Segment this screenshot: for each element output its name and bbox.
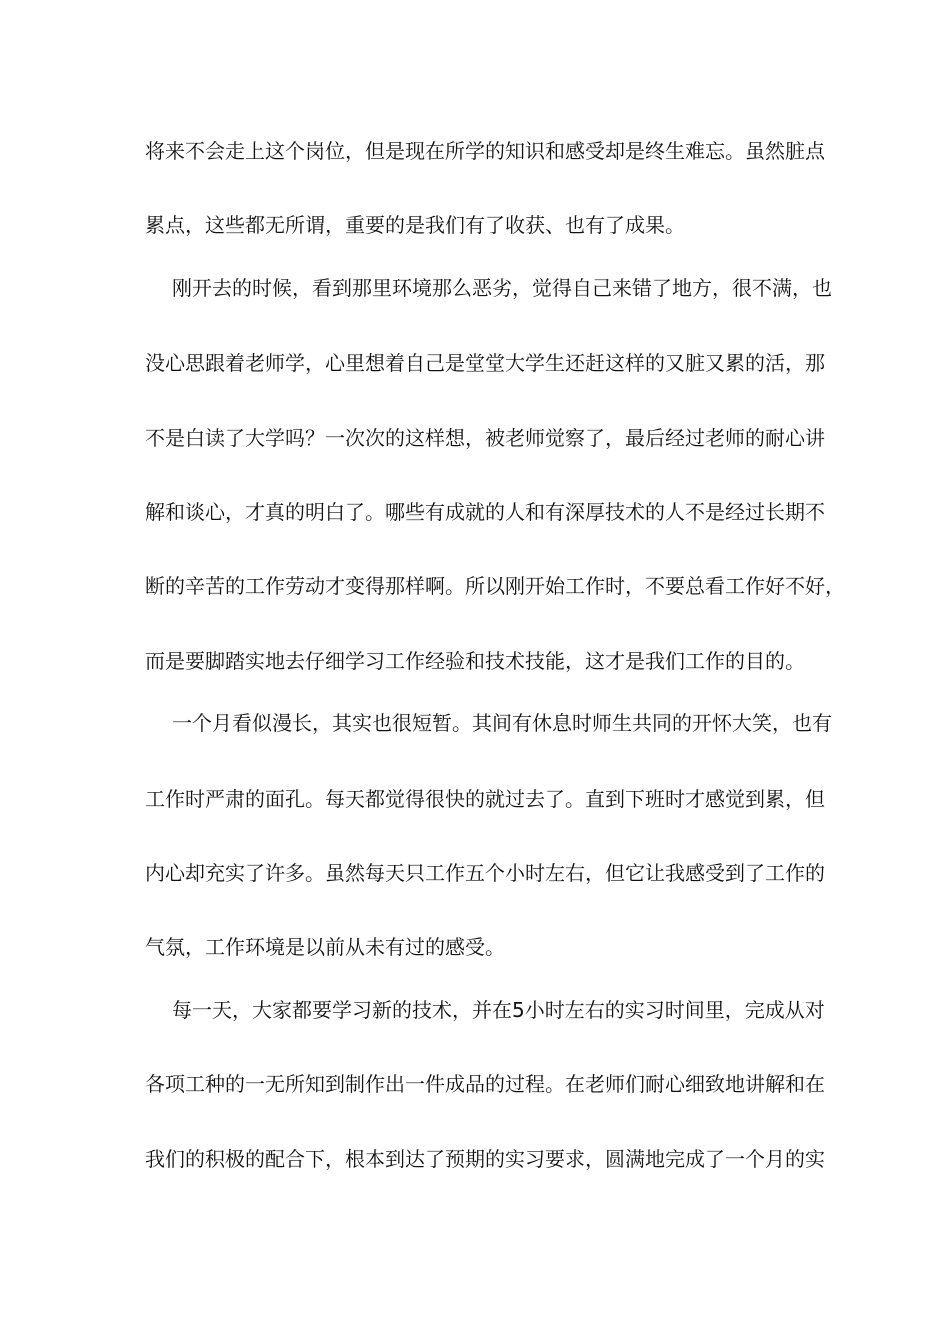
text-line: 我们的积极的配合下，根本到达了预期的实习要求，圆满地完成了一个月的实 [145, 1147, 825, 1171]
text-line: 没心思跟着老师学，心里想着自己是堂堂大学生还赶这样的又脏又累的活，那 [145, 351, 825, 375]
text-line: 而是要脚踏实地去仔细学习工作经验和技术技能，这才是我们工作的目的。 [145, 649, 805, 673]
text-line: 累点，这些都无所谓，重要的是我们有了收获、也有了成果。 [145, 213, 685, 237]
text-line: 每一天，大家都要学习新的技术，并在5小时左右的实习时间里，完成从对 [172, 998, 825, 1022]
text-line: 气氛，工作环境是以前从未有过的感受。 [145, 935, 505, 959]
text-line: 各项工种的一无所知到制作出一件成品的过程。在老师们耐心细致地讲解和在 [145, 1072, 825, 1096]
text-line: 解和谈心，才真的明白了。哪些有成就的人和有深厚技术的人不是经过长期不 [145, 500, 825, 524]
text-line: 一个月看似漫长，其实也很短暂。其间有休息时师生共同的开怀大笑，也有 [172, 711, 832, 735]
text-line: 将来不会走上这个岗位，但是现在所学的知识和感受却是终生难忘。虽然脏点 [145, 139, 825, 163]
text-line: 内心却充实了许多。虽然每天只工作五个小时左右，但它让我感受到了工作的 [145, 861, 825, 885]
text-line: 刚开去的时候，看到那里环境那么恶劣，觉得自己来错了地方，很不满，也 [172, 276, 832, 300]
text-line: 断的辛苦的工作劳动才变得那样啊。所以刚开始工作时，不要总看工作好不好， [145, 574, 845, 598]
text-line: 工作时严肃的面孔。每天都觉得很快的就过去了。直到下班时才感觉到累，但 [145, 787, 825, 811]
text-line: 不是白读了大学吗？一次次的这样想，被老师觉察了，最后经过老师的耐心讲 [145, 426, 825, 450]
